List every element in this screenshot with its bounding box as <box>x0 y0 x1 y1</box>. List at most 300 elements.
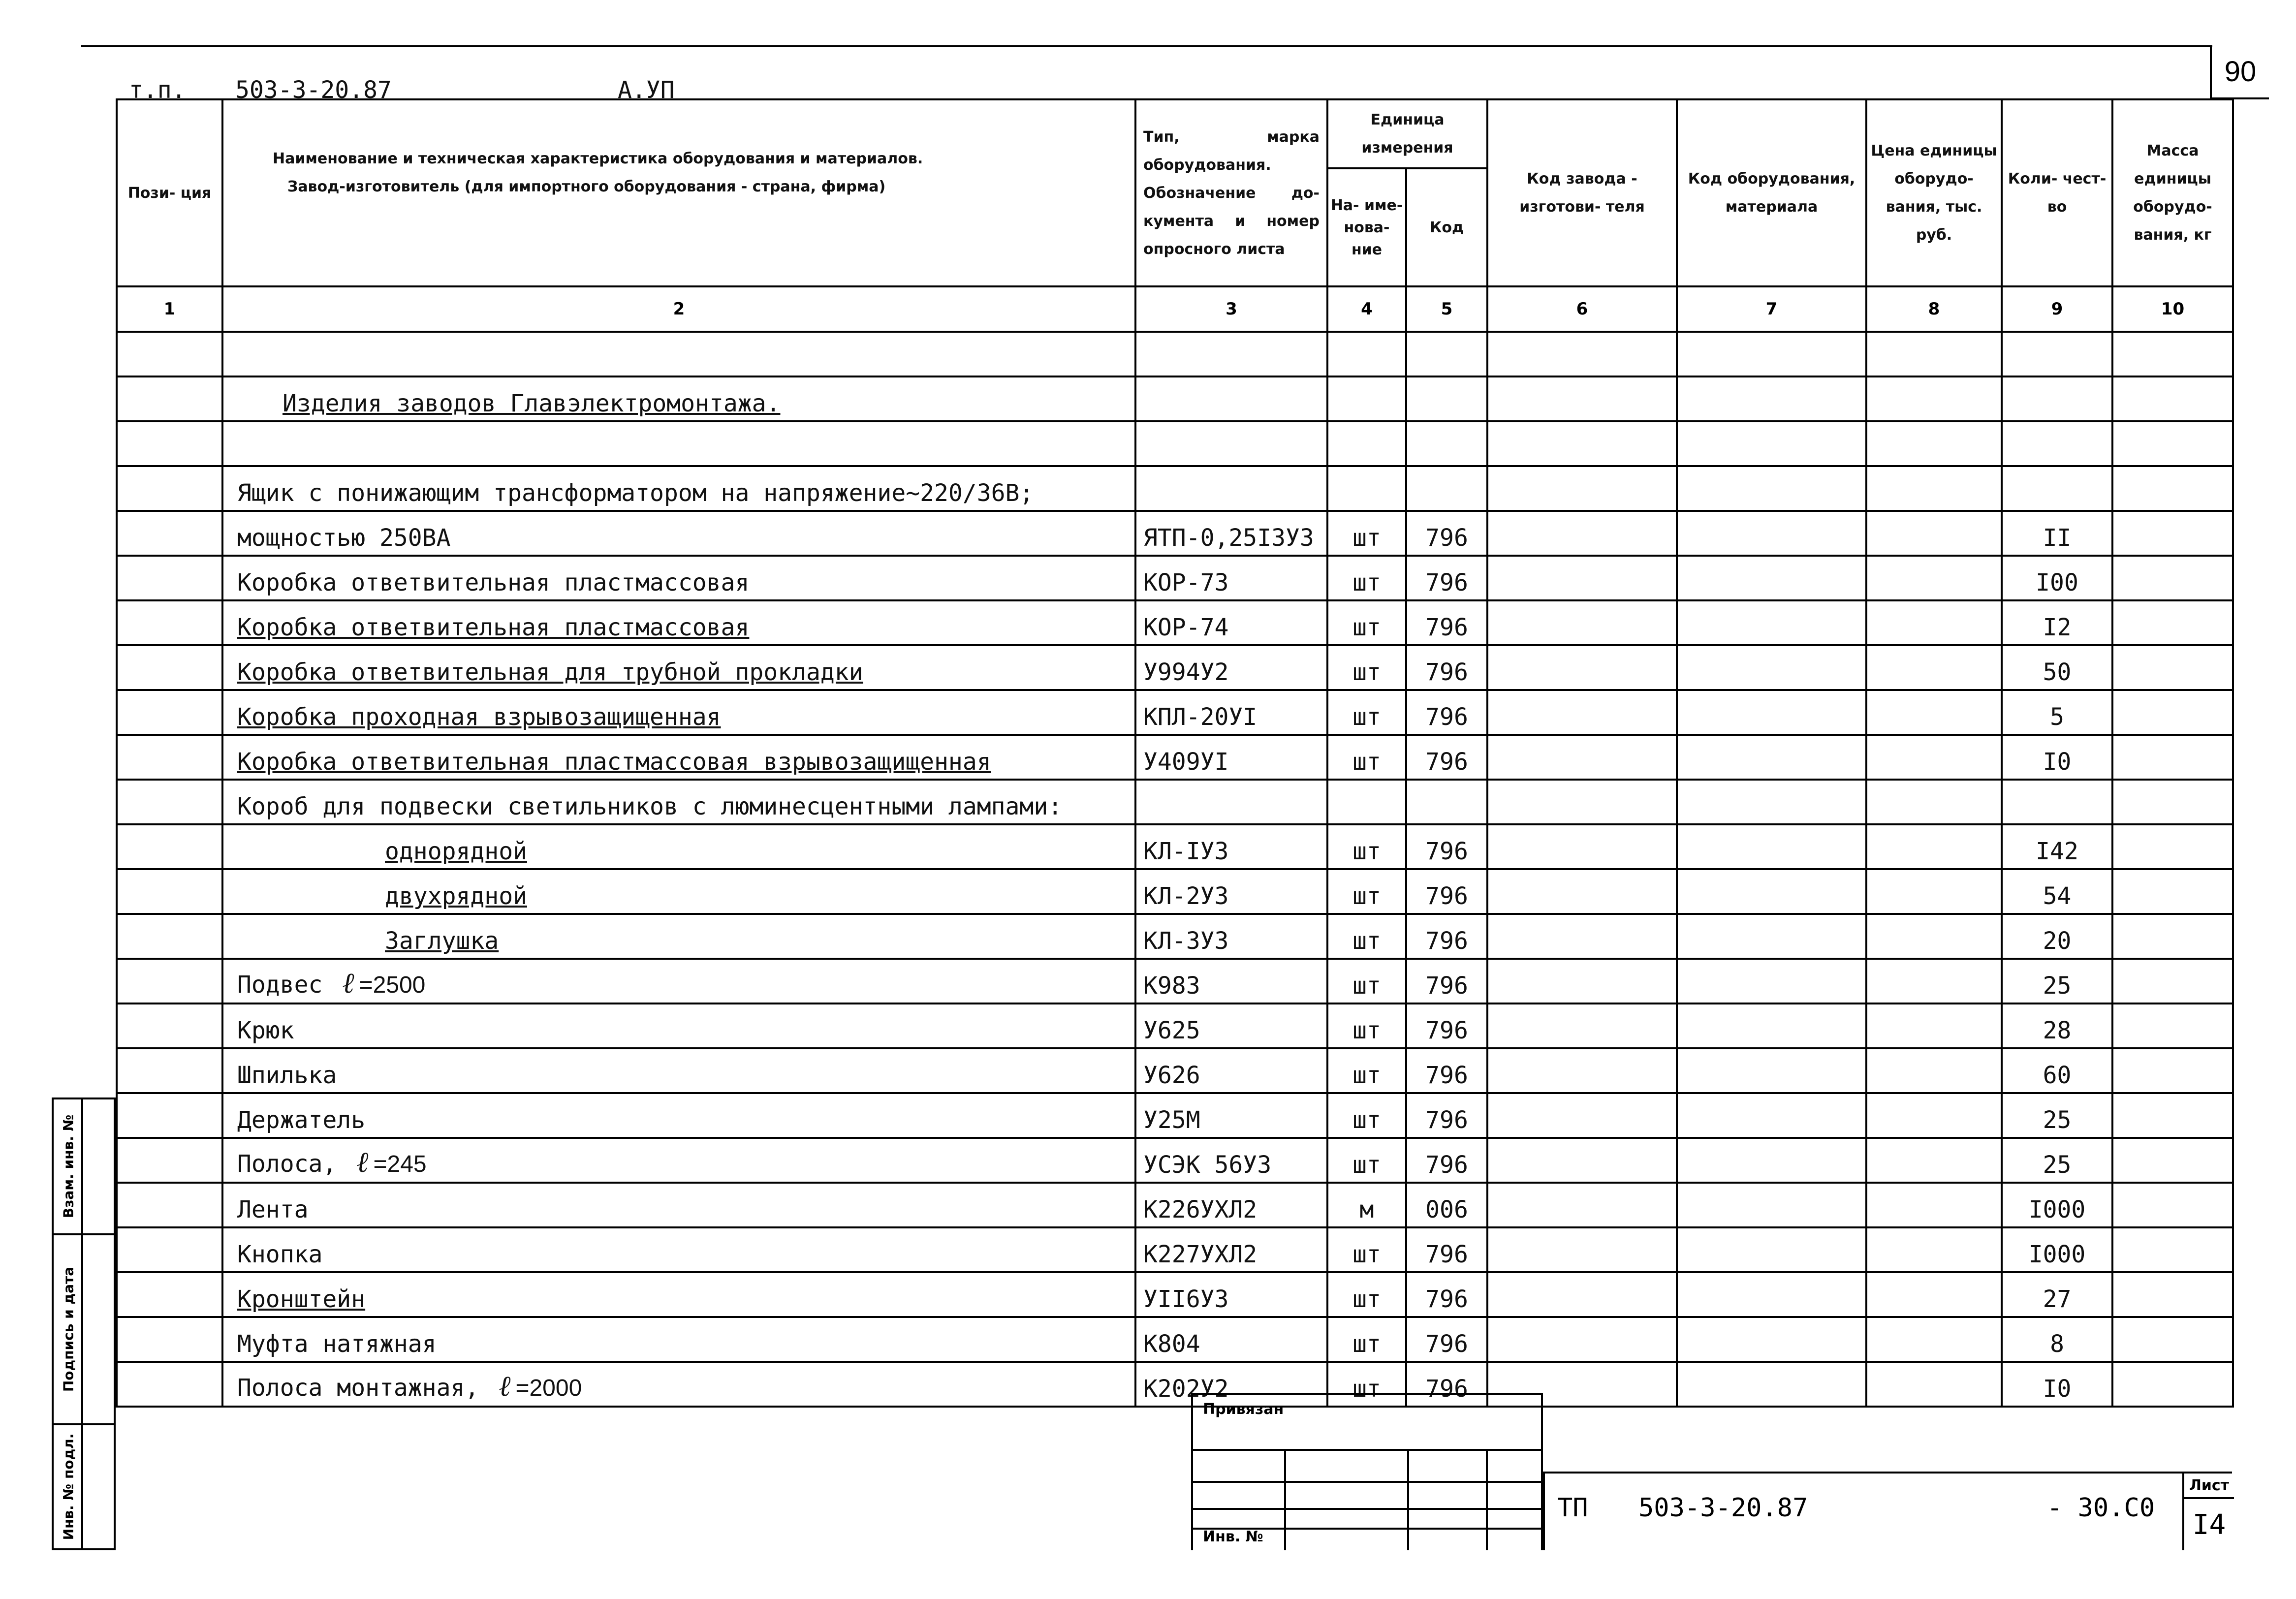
item-quantity: 27 <box>2002 1272 2112 1317</box>
equipment-code-cell <box>1677 1048 1866 1093</box>
equipment-code-cell <box>1677 1138 1866 1183</box>
price-cell <box>1866 959 2002 1003</box>
table-row <box>117 1183 2233 1227</box>
plant-code-cell <box>1487 600 1677 645</box>
specification-table <box>116 98 2234 1408</box>
stamp-line <box>1284 1449 1286 1550</box>
table-row <box>117 600 2233 645</box>
length-value: =2000 <box>515 1375 582 1401</box>
price-cell <box>1866 1138 2002 1183</box>
item-type <box>1135 466 1327 511</box>
price-cell <box>1866 690 2002 735</box>
item-unit: шт <box>1327 1093 1406 1138</box>
item-type: УСЭК 56У3 <box>1135 1138 1327 1183</box>
item-name <box>222 780 1135 824</box>
item-type: К202У2 <box>1135 1362 1327 1407</box>
item-quantity: 25 <box>2002 1093 2112 1138</box>
item-unit-code: 796 <box>1406 959 1487 1003</box>
price-cell <box>1866 1003 2002 1048</box>
mass-cell <box>2112 1183 2233 1227</box>
plant-code-cell <box>1487 959 1677 1003</box>
item-type: ЯТП-0,25I3У3 <box>1135 511 1327 556</box>
side-stamp-inv-podl <box>52 1423 116 1550</box>
item-type: У25М <box>1135 1093 1327 1138</box>
section-title <box>222 376 1135 421</box>
item-unit-code: 796 <box>1406 1317 1487 1362</box>
equipment-code-cell <box>1677 600 1866 645</box>
item-name-text: Подвес <box>237 971 323 999</box>
item-unit-code: 796 <box>1406 914 1487 959</box>
table-row <box>117 466 2233 511</box>
position-cell <box>117 1272 222 1317</box>
title-block-tp: ТП <box>1557 1493 1588 1523</box>
table-row <box>117 735 2233 780</box>
equipment-code-cell <box>1677 1272 1866 1317</box>
table-row <box>117 1003 2233 1048</box>
position-cell <box>117 914 222 959</box>
mass-cell <box>2112 914 2233 959</box>
item-unit-code: 796 <box>1406 1227 1487 1272</box>
item-type: КЛ-IУ3 <box>1135 824 1327 869</box>
table-row <box>117 690 2233 735</box>
item-unit: м <box>1327 1183 1406 1227</box>
item-unit: шт <box>1327 690 1406 735</box>
item-type: УII6У3 <box>1135 1272 1327 1317</box>
mass-cell <box>2112 1093 2233 1138</box>
length-symbol: ℓ <box>356 1145 369 1179</box>
item-type: У626 <box>1135 1048 1327 1093</box>
plant-code-cell <box>1487 824 1677 869</box>
plant-code-cell <box>1487 556 1677 600</box>
plant-code-cell <box>1487 914 1677 959</box>
side-stamp-vzam <box>52 1097 116 1235</box>
item-quantity: I0 <box>2002 1362 2112 1407</box>
section-title-text: Изделия заводов Главэлектромонтажа. <box>283 390 781 417</box>
item-quantity: I2 <box>2002 600 2112 645</box>
plant-code-cell <box>1487 1048 1677 1093</box>
item-type: К226УХЛ2 <box>1135 1183 1327 1227</box>
table-row <box>117 1048 2233 1093</box>
equipment-code-cell <box>1677 869 1866 914</box>
mass-cell <box>2112 645 2233 690</box>
price-cell <box>1866 824 2002 869</box>
price-cell <box>1866 1183 2002 1227</box>
table-row <box>117 959 2233 1003</box>
item-unit-code: 796 <box>1406 1003 1487 1048</box>
item-unit: шт <box>1327 556 1406 600</box>
col-number: 4 <box>1327 286 1406 332</box>
price-cell <box>1866 869 2002 914</box>
item-name-text: Коробка ответвительная пластмассовая <box>237 614 750 641</box>
mass-cell <box>2112 1003 2233 1048</box>
item-quantity: I42 <box>2002 824 2112 869</box>
table-row <box>117 645 2233 690</box>
stamp-line <box>1407 1449 1409 1550</box>
item-name-text: Полоса монтажная, <box>237 1374 479 1402</box>
col-number: 3 <box>1135 286 1327 332</box>
price-cell <box>1866 1362 2002 1407</box>
item-name <box>222 959 1135 1003</box>
plant-code-cell <box>1487 1227 1677 1272</box>
column-numbers-row <box>117 286 2233 332</box>
position-cell <box>117 1317 222 1362</box>
linked-label: Привязан <box>1203 1401 1284 1418</box>
mass-cell <box>2112 556 2233 600</box>
equipment-code-cell <box>1677 556 1866 600</box>
position-cell <box>117 466 222 511</box>
item-quantity: 28 <box>2002 1003 2112 1048</box>
item-name <box>222 1183 1135 1227</box>
equipment-code-cell <box>1677 1317 1866 1362</box>
sheet-label: Лист <box>2184 1474 2234 1499</box>
col-plant-code-header: Код завода - изготови- теля <box>1487 99 1677 286</box>
item-unit-code: 796 <box>1406 511 1487 556</box>
item-name <box>222 1048 1135 1093</box>
item-name <box>222 1227 1135 1272</box>
item-unit: шт <box>1327 1362 1406 1407</box>
plant-code-cell <box>1487 1317 1677 1362</box>
position-cell <box>117 869 222 914</box>
item-name-text: однорядной <box>385 838 527 865</box>
item-unit-code <box>1406 780 1487 824</box>
col-number: 2 <box>222 286 1135 332</box>
plant-code-cell <box>1487 690 1677 735</box>
item-name-text: Кнопка <box>237 1241 323 1268</box>
item-unit-code: 796 <box>1406 824 1487 869</box>
item-quantity <box>2002 466 2112 511</box>
position-cell <box>117 824 222 869</box>
item-name <box>222 914 1135 959</box>
plant-code-cell <box>1487 1093 1677 1138</box>
item-unit: шт <box>1327 824 1406 869</box>
table-row <box>117 511 2233 556</box>
equipment-code-cell <box>1677 1093 1866 1138</box>
col-number: 1 <box>117 286 222 332</box>
item-unit: шт <box>1327 1317 1406 1362</box>
stamp-line <box>1193 1508 1543 1510</box>
item-type: К983 <box>1135 959 1327 1003</box>
side-stamp-podpis <box>52 1233 116 1425</box>
item-type: КПЛ-20УI <box>1135 690 1327 735</box>
equipment-code-cell <box>1677 780 1866 824</box>
item-quantity: I000 <box>2002 1227 2112 1272</box>
table-row <box>117 1317 2233 1362</box>
table-row <box>117 1362 2233 1407</box>
price-cell <box>1866 556 2002 600</box>
header-row <box>117 99 2233 168</box>
item-unit: шт <box>1327 869 1406 914</box>
equipment-code-cell <box>1677 511 1866 556</box>
table-row <box>117 780 2233 824</box>
album-label: А.УП <box>618 76 675 104</box>
item-quantity: 5 <box>2002 690 2112 735</box>
item-quantity: 25 <box>2002 959 2112 1003</box>
inv-no-label: Инв. № <box>1203 1528 1263 1545</box>
table-row <box>117 1138 2233 1183</box>
equipment-code-cell <box>1677 1003 1866 1048</box>
mass-cell <box>2112 1317 2233 1362</box>
item-quantity <box>2002 780 2112 824</box>
item-name-text: Коробка ответвительная пластмассовая взрывозащищенная <box>237 748 991 776</box>
position-cell <box>117 1138 222 1183</box>
mass-cell <box>2112 735 2233 780</box>
item-name <box>222 735 1135 780</box>
item-name-text: Держатель <box>237 1106 366 1134</box>
item-name <box>222 690 1135 735</box>
mass-cell <box>2112 1272 2233 1317</box>
mass-cell <box>2112 600 2233 645</box>
mass-cell <box>2112 466 2233 511</box>
price-cell <box>1866 780 2002 824</box>
mass-cell <box>2112 1362 2233 1407</box>
item-type: У994У2 <box>1135 645 1327 690</box>
side-vzam-label: Взам. инв. № <box>60 1114 77 1219</box>
position-cell <box>117 511 222 556</box>
item-type: У625 <box>1135 1003 1327 1048</box>
col-unit-group-header: Единица измерения <box>1327 99 1487 168</box>
mass-cell <box>2112 869 2233 914</box>
item-quantity: 60 <box>2002 1048 2112 1093</box>
table-row <box>117 824 2233 869</box>
item-name-text: Коробка ответвительная пластмассовая <box>237 569 750 596</box>
col-number: 8 <box>1866 286 2002 332</box>
item-name <box>222 600 1135 645</box>
item-unit-code: 796 <box>1406 556 1487 600</box>
item-unit-code: 796 <box>1406 1362 1487 1407</box>
price-cell <box>1866 1272 2002 1317</box>
title-block <box>1543 1472 2232 1550</box>
price-cell <box>1866 600 2002 645</box>
title-block-sheet-code: - 30.С0 <box>2047 1493 2155 1523</box>
item-name <box>222 466 1135 511</box>
position-cell <box>117 1003 222 1048</box>
table-row <box>117 914 2233 959</box>
position-cell <box>117 1362 222 1407</box>
item-type: КОР-74 <box>1135 600 1327 645</box>
col-type-header: Тип, марка оборудования. Обозначение до- кумента и номер опросного листа <box>1135 99 1327 286</box>
position-cell <box>117 1048 222 1093</box>
item-unit: шт <box>1327 511 1406 556</box>
item-name <box>222 645 1135 690</box>
item-name-text: Заглушка <box>385 927 499 955</box>
item-quantity: I00 <box>2002 556 2112 600</box>
item-name-text: Полоса, <box>237 1150 337 1178</box>
position-cell <box>117 735 222 780</box>
table-row <box>117 1272 2233 1317</box>
item-name-text: Шпилька <box>237 1062 337 1089</box>
position-cell <box>117 1093 222 1138</box>
item-unit-code <box>1406 466 1487 511</box>
mass-cell <box>2112 959 2233 1003</box>
item-type: КОР-73 <box>1135 556 1327 600</box>
table-row <box>117 869 2233 914</box>
equipment-code-cell <box>1677 1227 1866 1272</box>
col-unit-code-header: Код <box>1406 168 1487 286</box>
price-cell <box>1866 511 2002 556</box>
position-cell <box>117 1227 222 1272</box>
plant-code-cell <box>1487 735 1677 780</box>
position-cell <box>117 780 222 824</box>
equipment-code-cell <box>1677 645 1866 690</box>
col-number: 9 <box>2002 286 2112 332</box>
mass-cell <box>2112 1227 2233 1272</box>
item-quantity: 54 <box>2002 869 2112 914</box>
item-unit: шт <box>1327 1272 1406 1317</box>
item-name-text: мощностью 250ВА <box>237 524 451 552</box>
col-equipment-code-header: Код оборудования, материала <box>1677 99 1866 286</box>
plant-code-cell <box>1487 1138 1677 1183</box>
item-type: КЛ-2У3 <box>1135 869 1327 914</box>
item-name <box>222 511 1135 556</box>
item-name <box>222 824 1135 869</box>
col-position-header: Пози- ция <box>117 99 222 286</box>
item-quantity: 8 <box>2002 1317 2112 1362</box>
price-cell <box>1866 1317 2002 1362</box>
doc-code: 503-3-20.87 <box>235 76 392 104</box>
item-unit: шт <box>1327 914 1406 959</box>
item-quantity: II <box>2002 511 2112 556</box>
equipment-code-cell <box>1677 690 1866 735</box>
item-name <box>222 1272 1135 1317</box>
linkage-stamp <box>1191 1393 1543 1550</box>
col-number: 6 <box>1487 286 1677 332</box>
item-unit-code: 796 <box>1406 1048 1487 1093</box>
item-unit: шт <box>1327 1048 1406 1093</box>
col-price-header: Цена единицы оборудо- вания, тыс. руб. <box>1866 99 2002 286</box>
col-number: 5 <box>1406 286 1487 332</box>
item-quantity: I000 <box>2002 1183 2112 1227</box>
mass-cell <box>2112 690 2233 735</box>
col-number: 7 <box>1677 286 1866 332</box>
top-rule <box>81 45 2212 47</box>
item-quantity: 25 <box>2002 1138 2112 1183</box>
sheet-number-box <box>2182 1474 2234 1550</box>
item-unit-code: 796 <box>1406 869 1487 914</box>
equipment-code-cell <box>1677 959 1866 1003</box>
item-unit: шт <box>1327 1138 1406 1183</box>
tp-label: т.п. <box>129 76 186 104</box>
col-number: 10 <box>2112 286 2233 332</box>
item-quantity: I0 <box>2002 735 2112 780</box>
col-mass-header: Масса единицы оборудо- вания, кг <box>2112 99 2233 286</box>
item-name-text: Кронштейн <box>237 1285 366 1313</box>
col-name-header-line1: Наименование и техническая характеристика оборудования и материалов. <box>273 150 923 167</box>
price-cell <box>1866 1227 2002 1272</box>
plant-code-cell <box>1487 1272 1677 1317</box>
position-cell <box>117 690 222 735</box>
position-cell <box>117 556 222 600</box>
col-name-header <box>222 99 1135 286</box>
price-cell <box>1866 645 2002 690</box>
price-cell <box>1866 1048 2002 1093</box>
col-unit-name-header: На- име- нова- ние <box>1327 168 1406 286</box>
equipment-code-cell <box>1677 735 1866 780</box>
item-unit-code: 796 <box>1406 645 1487 690</box>
table-row <box>117 556 2233 600</box>
sheet-number: I4 <box>2192 1508 2226 1541</box>
table-row <box>117 1227 2233 1272</box>
plant-code-cell <box>1487 1183 1677 1227</box>
item-unit-code: 796 <box>1406 1138 1487 1183</box>
mass-cell <box>2112 1048 2233 1093</box>
item-type: У409УI <box>1135 735 1327 780</box>
item-unit: шт <box>1327 600 1406 645</box>
item-unit-code: 796 <box>1406 690 1487 735</box>
position-cell <box>117 959 222 1003</box>
item-quantity: 50 <box>2002 645 2112 690</box>
item-name <box>222 556 1135 600</box>
equipment-code-cell <box>1677 824 1866 869</box>
item-type <box>1135 780 1327 824</box>
price-cell <box>1866 914 2002 959</box>
price-cell <box>1866 466 2002 511</box>
equipment-code-cell <box>1677 466 1866 511</box>
plant-code-cell <box>1487 869 1677 914</box>
length-value: =245 <box>373 1151 427 1177</box>
item-unit: шт <box>1327 1003 1406 1048</box>
item-name-text: Коробка проходная взрывозащищенная <box>237 703 721 731</box>
table-row <box>117 1093 2233 1138</box>
plant-code-cell <box>1487 645 1677 690</box>
length-value: =2500 <box>359 972 426 998</box>
item-name <box>222 1003 1135 1048</box>
length-symbol: ℓ <box>499 1369 511 1403</box>
item-unit-code: 796 <box>1406 1093 1487 1138</box>
equipment-code-cell <box>1677 914 1866 959</box>
length-symbol: ℓ <box>342 966 354 1000</box>
item-unit-code: 796 <box>1406 600 1487 645</box>
item-name-text: Ящик с понижающим трансформатором на напряжение~220/36В; <box>237 479 1034 507</box>
item-type: К804 <box>1135 1317 1327 1362</box>
item-type: К227УХЛ2 <box>1135 1227 1327 1272</box>
col-quantity-header: Коли- чест- во <box>2002 99 2112 286</box>
mass-cell <box>2112 511 2233 556</box>
plant-code-cell <box>1487 1003 1677 1048</box>
stamp-line <box>1486 1449 1488 1550</box>
position-cell <box>117 600 222 645</box>
item-name <box>222 1138 1135 1183</box>
item-unit-code: 796 <box>1406 735 1487 780</box>
table-row <box>117 332 2233 376</box>
stamp-line <box>1193 1481 1543 1483</box>
item-name-text: Муфта натяжная <box>237 1330 437 1358</box>
item-name-text: двухрядной <box>385 882 527 910</box>
item-unit: шт <box>1327 735 1406 780</box>
item-name-text: Короб для подвески светильников с люминесцентными лампами: <box>237 793 1063 820</box>
item-unit: шт <box>1327 959 1406 1003</box>
plant-code-cell <box>1487 511 1677 556</box>
item-unit: шт <box>1327 645 1406 690</box>
page-number: 90 <box>2210 45 2269 99</box>
item-unit-code: 796 <box>1406 1272 1487 1317</box>
mass-cell <box>2112 780 2233 824</box>
item-unit <box>1327 466 1406 511</box>
item-name-text: Крюк <box>237 1017 294 1044</box>
item-name <box>222 1317 1135 1362</box>
equipment-code-cell <box>1677 1362 1866 1407</box>
item-name-text: Лента <box>237 1196 309 1223</box>
item-quantity: 20 <box>2002 914 2112 959</box>
item-type: КЛ-3У3 <box>1135 914 1327 959</box>
mass-cell <box>2112 1138 2233 1183</box>
item-name-text: Коробка ответвительная для трубной прокладки <box>237 658 863 686</box>
side-podpis-label: Подпись и дата <box>60 1266 77 1392</box>
item-unit <box>1327 780 1406 824</box>
title-block-code: 503-3-20.87 <box>1638 1493 1808 1523</box>
item-name <box>222 869 1135 914</box>
mass-cell <box>2112 824 2233 869</box>
item-unit-code: 006 <box>1406 1183 1487 1227</box>
